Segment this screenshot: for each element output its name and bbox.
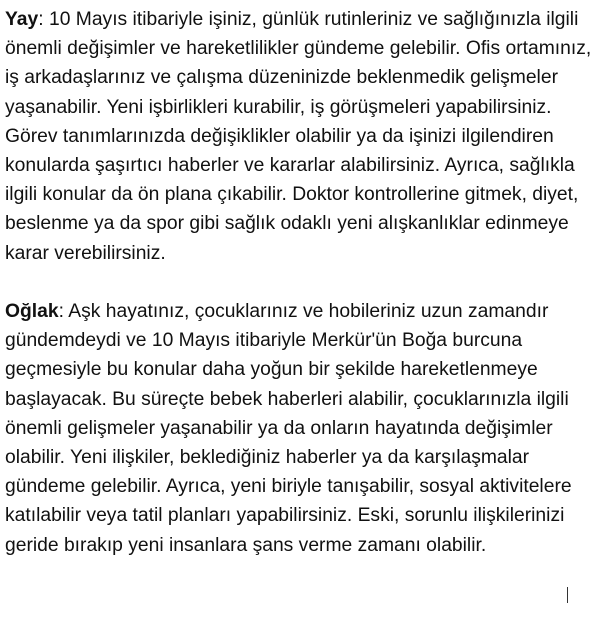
horoscope-paragraph-oglak — [5, 297, 595, 560]
horoscope-paragraph-yay — [5, 5, 595, 268]
sign-name-oglak: Oğlak — [5, 301, 59, 323]
horoscope-document — [5, 5, 595, 560]
sign-separator: : — [38, 9, 49, 30]
sign-name-yay: Yay — [5, 9, 39, 30]
sign-separator: : — [58, 301, 69, 323]
text-cursor — [567, 587, 568, 603]
horoscope-text-yay: 10 Mayıs itibariyle işiniz, günlük rutinleriniz ve sağlığınızla ilgili önemli değişimler ve hareketlilikler gündeme gelebilir. Ofis ortamınız, iş arkadaşlarınız ve çalışma düzeninizde beklenmedik gelişmeler yaşanabilir. Yeni işbirlikleri kurabilir, iş görüşmeleri yapabilirsiniz. Görev tanımlarınızda değişiklikler olabilir ya da işinizi ilgilendiren konularda şaşırtıcı haberler ve kararlar alabilirsiniz. Ayrıca, sağlıkla ilgili konular da ön plana çıkabilir. Doktor kontrollerine gitmek, diyet, beslenme ya da spor gibi sağlık odaklı yeni alışkanlıklar edinmeye karar verebilirsiniz. — [5, 9, 592, 264]
horoscope-text-oglak: Aşk hayatınız, çocuklarınız ve hobileriniz uzun zamandır gündemdeydi ve 10 Mayıs itibariyle Merkür'ün Boğa burcuna geçmesiyle bu konular daha yoğun bir şekilde hareketlenmeye başlayacak. Bu süreçte bebek haberleri alabilir, çocuklarınızla ilgili önemli gelişmeler yaşanabilir ya da onların hayatında değişimler olabilir. Yeni ilişkiler, beklediğiniz haberler ya da karşılaşmalar gündeme gelebilir. Ayrıca, yeni biriyle tanışabilir, sosyal aktivitelere katılabilir veya tatil planları yapabilirsiniz. Eski, sorunlu ilişkilerinizi geride bırakıp yeni insanlara şans verme zamanı olabilir. — [5, 301, 572, 556]
